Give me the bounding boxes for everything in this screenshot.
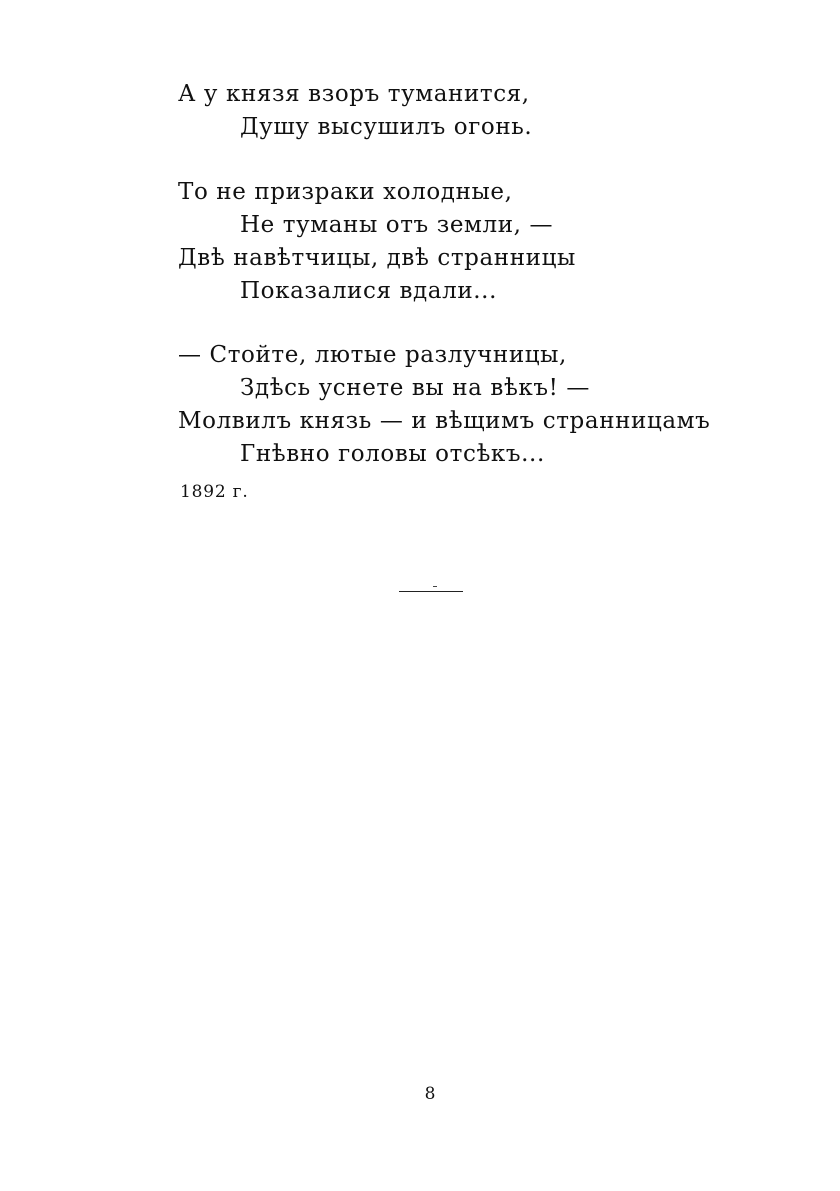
poem-date: 1892 г. <box>180 482 249 502</box>
poem-line: — Стойте, лютые разлучницы, <box>178 342 567 368</box>
page-number: 8 <box>424 1084 436 1104</box>
poem <box>178 78 738 471</box>
stanza-1 <box>178 78 738 144</box>
poem-line: Здѣсь уснете вы на вѣкъ! — <box>240 375 590 401</box>
poem-line: Молвилъ князь — и вѣщимъ странницамъ <box>178 408 711 434</box>
poem-line: А у князя взоръ туманится, <box>178 81 530 107</box>
divider-ornament <box>433 586 437 587</box>
poem-line: Гнѣвно головы отсѣкъ... <box>240 441 545 467</box>
stanza-3 <box>178 339 738 471</box>
poem-line: Показалися вдали... <box>240 278 497 304</box>
poem-line: Двѣ навѣтчицы, двѣ странницы <box>178 245 576 271</box>
section-divider <box>399 591 463 592</box>
stanza-2 <box>178 176 738 308</box>
poem-line: Душу высушилъ огонь. <box>240 114 533 140</box>
poem-line: То не призраки холодные, <box>178 179 513 205</box>
poem-line: Не туманы отъ земли, — <box>240 212 554 238</box>
